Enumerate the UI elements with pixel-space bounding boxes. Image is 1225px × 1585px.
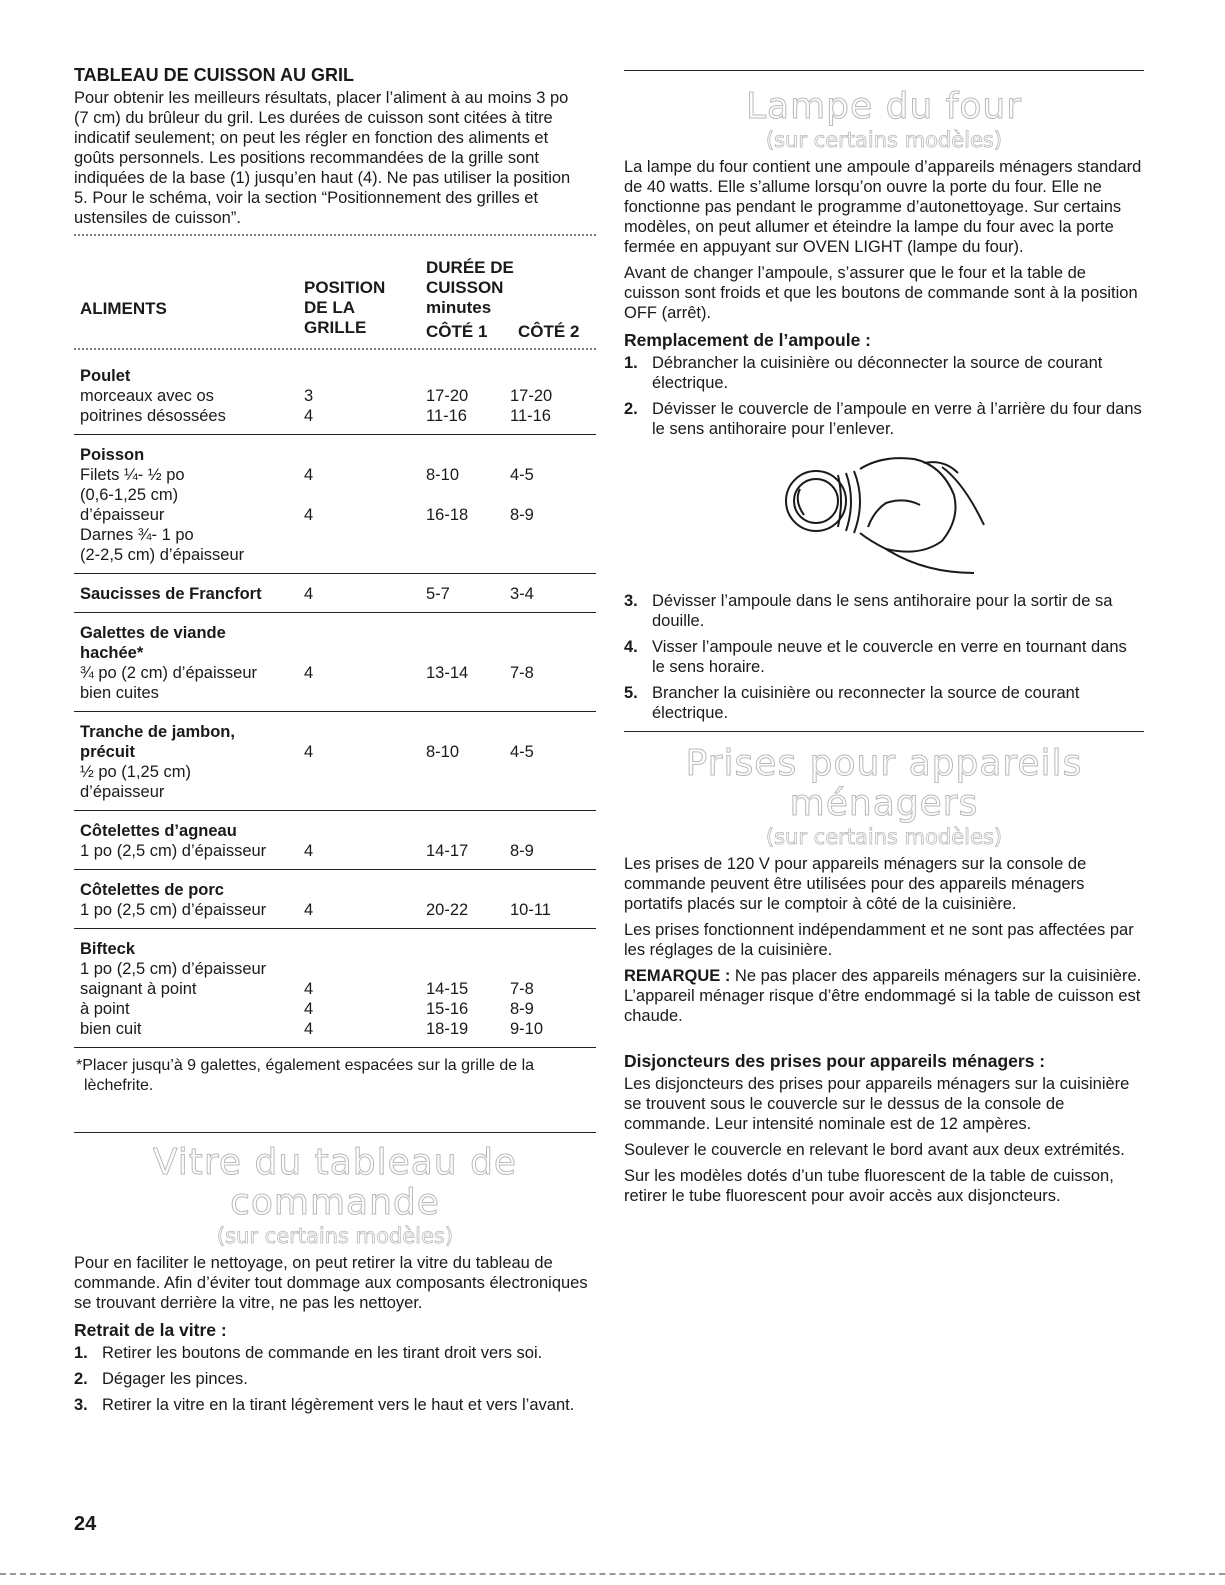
lamp-steps-list-b — [624, 591, 1144, 723]
table-row — [74, 525, 596, 545]
outlets-section-subtitle: (sur certains modèles) — [765, 825, 1003, 849]
food-category-title: Côtelettes d’agneau — [80, 822, 237, 840]
table-row-group — [74, 711, 596, 810]
table-header-divider — [74, 348, 596, 350]
cell-food: d’épaisseur — [80, 783, 165, 801]
breakers-title: Disjoncteurs des prises pour appareils ménagers : — [624, 1051, 1046, 1071]
cell-food: Darnes ¾- 1 po — [80, 526, 194, 544]
lamp-section-subtitle: (sur certains modèles) — [765, 128, 1003, 152]
cell-s1: 18-19 — [426, 1020, 469, 1038]
table-row — [74, 683, 596, 703]
col-time-header-3: minutes — [426, 298, 492, 317]
list-item: 3. Retirer la vitre en la tirant légèrement vers le haut et vers l’avant. — [74, 1396, 575, 1414]
glass-section-title: Vitre du tableau de commande — [152, 1142, 518, 1223]
cell-food: Filets ¼- ½ po — [80, 466, 185, 484]
cooking-table-header — [74, 242, 596, 348]
cell-pos: 3 — [304, 387, 314, 405]
table-row — [74, 663, 596, 683]
cell-s2: 17-20 — [510, 387, 553, 405]
table-row — [74, 762, 596, 782]
glass-steps-title: Retrait de la vitre : — [74, 1320, 227, 1340]
breakers-location: Les disjoncteurs des prises pour appareils ménagers sur la cuisinière se trouvent sous le couvercle sur le dessus de la console de commande. Leur intensité nominale est de 12 ampères. — [624, 1075, 1130, 1133]
cell-s1: 8-10 — [426, 466, 460, 484]
table-row — [74, 782, 596, 802]
food-category-title: Côtelettes de porc — [80, 881, 224, 899]
table-row — [74, 900, 596, 920]
cell-s1: 5-7 — [426, 585, 450, 603]
col-side1-header: CÔTÉ 1 — [426, 322, 488, 341]
food-category-title: Galettes de viande — [80, 624, 226, 642]
glass-intro: Pour en faciliter le nettoyage, on peut retirer la vitre du tableau de commande. Afin d’éviter tout dommage aux composants électroniques se trouvant derrière la vitre, ne pas les nettoyer. — [74, 1254, 588, 1312]
glass-steps-list — [74, 1343, 596, 1415]
cell-s2: 4-5 — [510, 743, 534, 761]
cell-s2: 3-4 — [510, 585, 534, 603]
cell-s2: 7-8 — [510, 664, 534, 682]
cell-pos: 4 — [304, 506, 314, 524]
lamp-steps-list-a — [624, 353, 1144, 439]
breakers-fluorescent: Sur les modèles dotés d’un tube fluorescent de la table de cuisson, retirer le tube fluorescent pour avoir accès aux disjoncteurs. — [624, 1167, 1114, 1205]
cell-s1: 13-14 — [426, 664, 469, 682]
food-category-title: Poisson — [80, 446, 145, 464]
table-row — [74, 485, 596, 505]
col-time-header-1: DURÉE DE — [426, 258, 514, 277]
cell-pos: 4 — [304, 842, 314, 860]
table-row-group — [74, 356, 596, 434]
cell-food: ¾ po (2 cm) d’épaisseur — [80, 664, 257, 682]
cell-food: Saucisses de Francfort — [80, 585, 262, 603]
cell-food: 1 po (2,5 cm) d’épaisseur — [80, 960, 267, 978]
table-row — [74, 841, 596, 861]
cell-s2: 7-8 — [510, 980, 534, 998]
lamp-description: La lampe du four contient une ampoule d’appareils ménagers standard de 40 watts. Elle s’allume lorsqu’on ouvre la porte du four. Elle ne fonctionne pas pendant le programme d’autonettoyage. Sur certains modèles, on peut allumer et éteindre la lampe du four avec la porte fermée en appuyant sur OVEN LIGHT (lampe du four). — [624, 158, 1142, 256]
cell-pos: 4 — [304, 980, 314, 998]
cell-s2: 4-5 — [510, 466, 534, 484]
table-row — [74, 643, 596, 663]
table-row — [74, 999, 596, 1019]
cell-s1: 11-16 — [426, 407, 467, 425]
cell-pos: 4 — [304, 1000, 314, 1018]
table-row-group — [74, 869, 596, 928]
cell-food: hachée* — [80, 644, 144, 662]
cell-pos: 4 — [304, 901, 314, 919]
cell-food: bien cuites — [80, 684, 159, 702]
cell-food: (2-2,5 cm) d’épaisseur — [80, 546, 245, 564]
table-row-group — [74, 810, 596, 869]
cell-food: 1 po (2,5 cm) d’épaisseur — [80, 842, 267, 860]
list-item: 1. Débrancher la cuisinière ou déconnecter la source de courant électrique. — [624, 354, 1103, 392]
cell-s2: 11-16 — [510, 407, 551, 425]
cell-pos: 4 — [304, 743, 314, 761]
list-item: 1. Retirer les boutons de commande en les tirant droit vers soi. — [74, 1344, 543, 1362]
cell-s1: 20-22 — [426, 901, 469, 919]
table-row-group — [74, 612, 596, 711]
cell-food: 1 po (2,5 cm) d’épaisseur — [80, 901, 267, 919]
lamp-section-rule — [624, 70, 1144, 71]
cell-s1: 14-17 — [426, 842, 469, 860]
col-time-header-2: CUISSON — [426, 278, 504, 297]
cell-pos: 4 — [304, 407, 314, 425]
list-item: 5. Brancher la cuisinière ou reconnecter la source de courant électrique. — [624, 684, 1080, 722]
col-position-header-1: POSITION — [304, 278, 386, 297]
grill-intro: Pour obtenir les meilleurs résultats, placer l’aliment à au moins 3 po (7 cm) du brûleur du gril. Les durées de cuisson sont citées à titre indicatif seulement; on peut les régler en fonction des aliments et goûts personnels. Les positions recommandées de la grille sont indiquées de la base (1) jusqu’en haut (4). Ne pas utiliser la position 5. Pour le schéma, voir la section “Positionnement des grilles et ustensiles de cuisson”. — [74, 89, 571, 227]
grill-table-title: TABLEAU DE CUISSON AU GRIL — [74, 65, 355, 85]
lamp-section-title: Lampe du four — [745, 86, 1023, 127]
list-item: 3. Dévisser l’ampoule dans le sens antihoraire pour la sortir de sa douille. — [624, 592, 1113, 630]
cell-food: d’épaisseur — [80, 506, 165, 524]
left-column — [74, 64, 596, 1421]
cell-food: précuit — [80, 743, 136, 761]
page-bottom-edge — [0, 1573, 1225, 1575]
table-row-group — [74, 573, 596, 612]
table-bottom-rule — [74, 1047, 596, 1048]
cell-pos: 4 — [304, 1020, 314, 1038]
cell-s2: 9-10 — [510, 1020, 544, 1038]
glass-section-subtitle: (sur certains modèles) — [216, 1224, 454, 1248]
hand-unscrewing-bulb-cover-icon — [624, 445, 1144, 585]
cell-s1: 17-20 — [426, 387, 469, 405]
table-row — [74, 979, 596, 999]
cell-pos: 4 — [304, 466, 314, 484]
note-label: REMARQUE : — [624, 967, 731, 985]
cell-s2: 8-9 — [510, 842, 534, 860]
cell-s1: 8-10 — [426, 743, 460, 761]
table-row — [74, 406, 596, 426]
outlets-section-rule — [624, 731, 1144, 732]
cell-s1: 14-15 — [426, 980, 469, 998]
right-column — [624, 70, 1144, 1212]
page-number: 24 — [74, 1513, 97, 1535]
food-category-title: Tranche de jambon, — [80, 723, 235, 741]
list-item: 2. Dévisser le couvercle de l’ampoule en verre à l’arrière du four dans le sens antihoraire pour l’enlever. — [624, 400, 1142, 438]
table-row — [74, 505, 596, 525]
table-row-group — [74, 434, 596, 573]
lamp-steps-title: Remplacement de l’ampoule : — [624, 330, 872, 350]
cell-food: à point — [80, 1000, 130, 1018]
note-text: Ne pas placer des appareils ménagers sur la cuisinière. L’appareil ménager risque d’être endommagé si la table de cuisson est chaude. — [624, 967, 1142, 1025]
table-row — [74, 545, 596, 565]
table-row — [74, 584, 596, 604]
cell-s1: 16-18 — [426, 506, 469, 524]
table-row — [74, 1019, 596, 1039]
table-row — [74, 386, 596, 406]
cell-food: poitrines désossées — [80, 407, 226, 425]
table-row-group — [74, 928, 596, 1047]
cell-s2: 8-9 — [510, 1000, 534, 1018]
table-row — [74, 742, 596, 762]
cell-pos: 4 — [304, 664, 314, 682]
outlets-independence: Les prises fonctionnent indépendamment et ne sont pas affectées par les réglages de la cuisinière. — [624, 921, 1134, 959]
glass-section-rule — [74, 1132, 596, 1133]
col-food-header: ALIMENTS — [80, 299, 167, 318]
cell-s2: 10-11 — [510, 901, 551, 919]
breakers-access: Soulever le couvercle en relevant le bord avant aux deux extrémités. — [624, 1141, 1125, 1159]
outlets-section-title: Prises pour appareils ménagers — [685, 743, 1083, 824]
col-position-header-2: DE LA — [304, 298, 355, 317]
table-footnote: *Placer jusqu’à 9 galettes, également espacées sur la grille de la lèchefrite. — [76, 1057, 535, 1094]
cell-pos: 4 — [304, 585, 314, 603]
list-item: 4. Visser l’ampoule neuve et le couvercle en verre en tournant dans le sens horaire. — [624, 638, 1127, 676]
bulb-cover-illustration — [624, 445, 1144, 585]
food-category-title: Bifteck — [80, 940, 136, 958]
outlets-note — [624, 966, 1144, 1026]
outlets-description: Les prises de 120 V pour appareils ménagers sur la console de commande peuvent être utilisées pour des appareils ménagers portatifs placés sur le comptoir à côté de la cuisinière. — [624, 855, 1087, 913]
list-item: 2. Dégager les pinces. — [74, 1370, 248, 1388]
lamp-precaution: Avant de changer l’ampoule, s’assurer que le four et la table de cuisson sont froids et que les boutons de commande sont à la position OFF (arrêt). — [624, 264, 1138, 322]
table-row — [74, 959, 596, 979]
cooking-table-body — [74, 356, 596, 1048]
cell-s2: 8-9 — [510, 506, 534, 524]
table-top-divider — [74, 234, 596, 236]
table-row — [74, 465, 596, 485]
cell-food: saignant à point — [80, 980, 197, 998]
col-position-header-3: GRILLE — [304, 318, 367, 337]
food-category-title: Poulet — [80, 367, 131, 385]
cell-food: morceaux avec os — [80, 387, 214, 405]
cell-food: (0,6-1,25 cm) — [80, 486, 179, 504]
cell-food: bien cuit — [80, 1020, 142, 1038]
cell-s1: 15-16 — [426, 1000, 469, 1018]
col-side2-header: CÔTÉ 2 — [518, 322, 580, 341]
cell-food: ½ po (1,25 cm) — [80, 763, 191, 781]
